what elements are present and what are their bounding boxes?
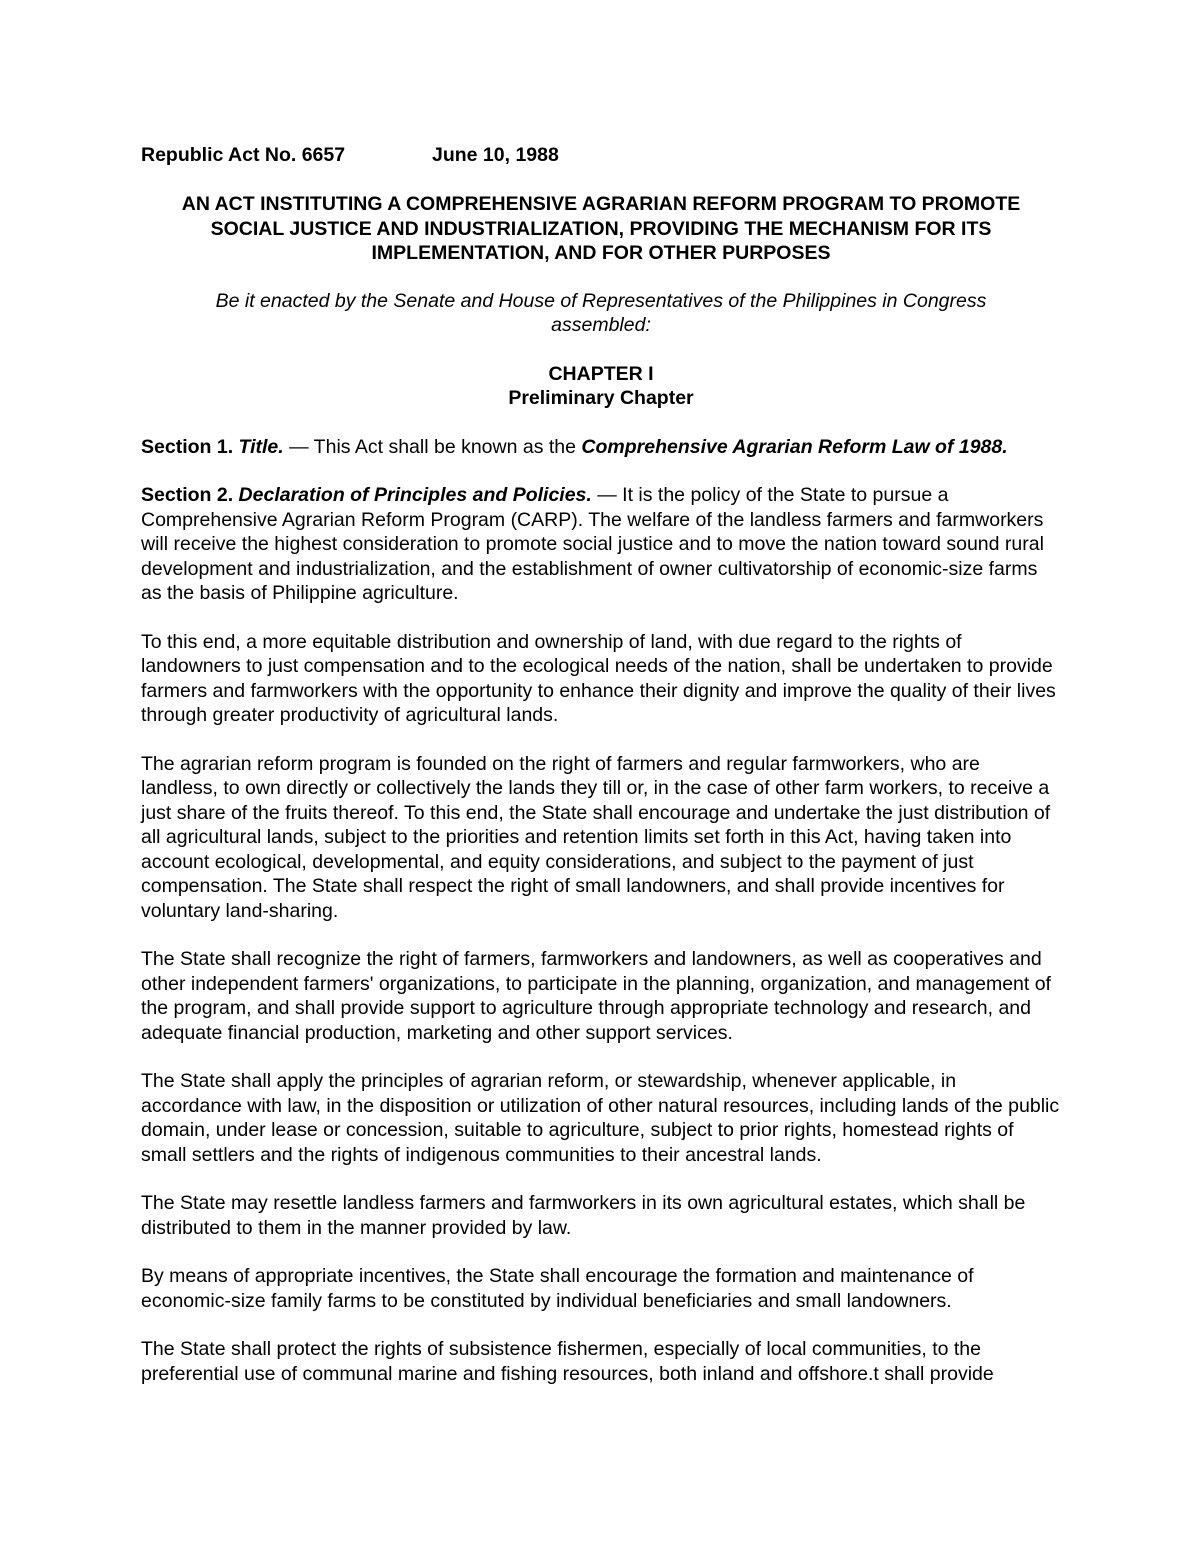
section-2-text: — It is the policy of the State to pursue a Comprehensive Agrarian Reform Program (CARP). The welfare of the landless farmers and farmworkers will receive the highest consideration to promote social justice and to move the nation toward sound rural development and industrialization, and the establishment of owner cultivatorship of economic-size farms as the basis of Philippine agriculture. [141, 484, 1044, 604]
document-page [141, 140, 1061, 1386]
section-1 [141, 435, 1061, 460]
act-title-line: AN ACT INSTITUTING A COMPREHENSIVE AGRARIAN REFORM PROGRAM TO PROMOTE [181, 193, 1021, 215]
section-1-law-name: Comprehensive Agrarian Reform Law of 1988. [581, 435, 1008, 458]
enacting-clause [141, 289, 1061, 338]
chapter-name: Preliminary Chapter [508, 387, 694, 409]
act-title [141, 192, 1061, 266]
paragraph: The State shall protect the rights of subsistence fishermen, especially of local communities, to the preferential use of communal marine and fishing resources, both inland and offshore.t shall provide [141, 1338, 994, 1385]
act-date: June 10, 1988 [432, 144, 559, 166]
enacting-clause-line: Be it enacted by the Senate and House of Representatives of the Philippines in Congress [215, 289, 987, 312]
enacting-clause-line: assembled: [551, 314, 651, 336]
section-2-label: Section 2. [141, 484, 234, 506]
act-title-line: IMPLEMENTATION, AND FOR OTHER PURPOSES [371, 242, 831, 264]
paragraph: The State may resettle landless farmers and farmworkers in its own agricultural estates, which shall be distributed to them in the manner provided by law. [141, 1192, 1026, 1239]
paragraph: By means of appropriate incentives, the State shall encourage the formation and maintenance of economic-size family farms to be constituted by individual beneficiaries and small landowners. [141, 1265, 974, 1312]
paragraph: The State shall apply the principles of agrarian reform, or stewardship, whenever applicable, in accordance with law, in the disposition or utilization of other natural resources, including lands of the public domain, under lease or concession, suitable to agriculture, subject to prior rights, homestead rights of small settlers and the rights of indigenous communities to their ancestral lands. [141, 1070, 1060, 1166]
paragraph: To this end, a more equitable distribution and ownership of land, with due regard to the rights of landowners to just compensation and to the ecological needs of the nation, shall be undertaken to provide farmers and farmworkers with the opportunity to enhance their dignity and improve the quality of their lives through greater productivity of agricultural lands. [141, 630, 1056, 726]
act-title-line: SOCIAL JUSTICE AND INDUSTRIALIZATION, PROVIDING THE MECHANISM FOR ITS [210, 217, 992, 240]
paragraph: The agrarian reform program is founded on the right of farmers and regular farmworkers, who are landless, to own directly or collectively the lands they till or, in the case of other farm workers, to receive a just share of the fruits thereof. To this end, the State shall encourage and undertake the just distribution of all agricultural lands, subject to the priorities and retention limits set forth in this Act, having taken into account ecological, developmental, and equity considerations, and subject to the payment of just compensation. The State shall respect the right of small landowners, and shall provide incentives for voluntary land-sharing. [141, 752, 1051, 922]
section-2 [141, 483, 1061, 606]
section-2-heading: Declaration of Principles and Policies. [238, 484, 592, 506]
section-1-heading: Title. [238, 435, 284, 458]
paragraph: The State shall recognize the right of farmers, farmworkers and landowners, as well as cooperatives and other independent farmers' organizations, to participate in the planning, organization, and management of the program, and shall provide support to agriculture through appropriate technology and research, and adequate financial production, marketing and other support services. [141, 948, 1051, 1044]
section-1-label: Section 1. [141, 435, 234, 458]
chapter-heading [141, 362, 1061, 411]
act-header [141, 140, 1061, 166]
chapter-number: CHAPTER I [548, 362, 654, 385]
act-number: Republic Act No. 6657 [141, 144, 346, 166]
section-1-text: — This Act shall be known as the [283, 435, 582, 458]
